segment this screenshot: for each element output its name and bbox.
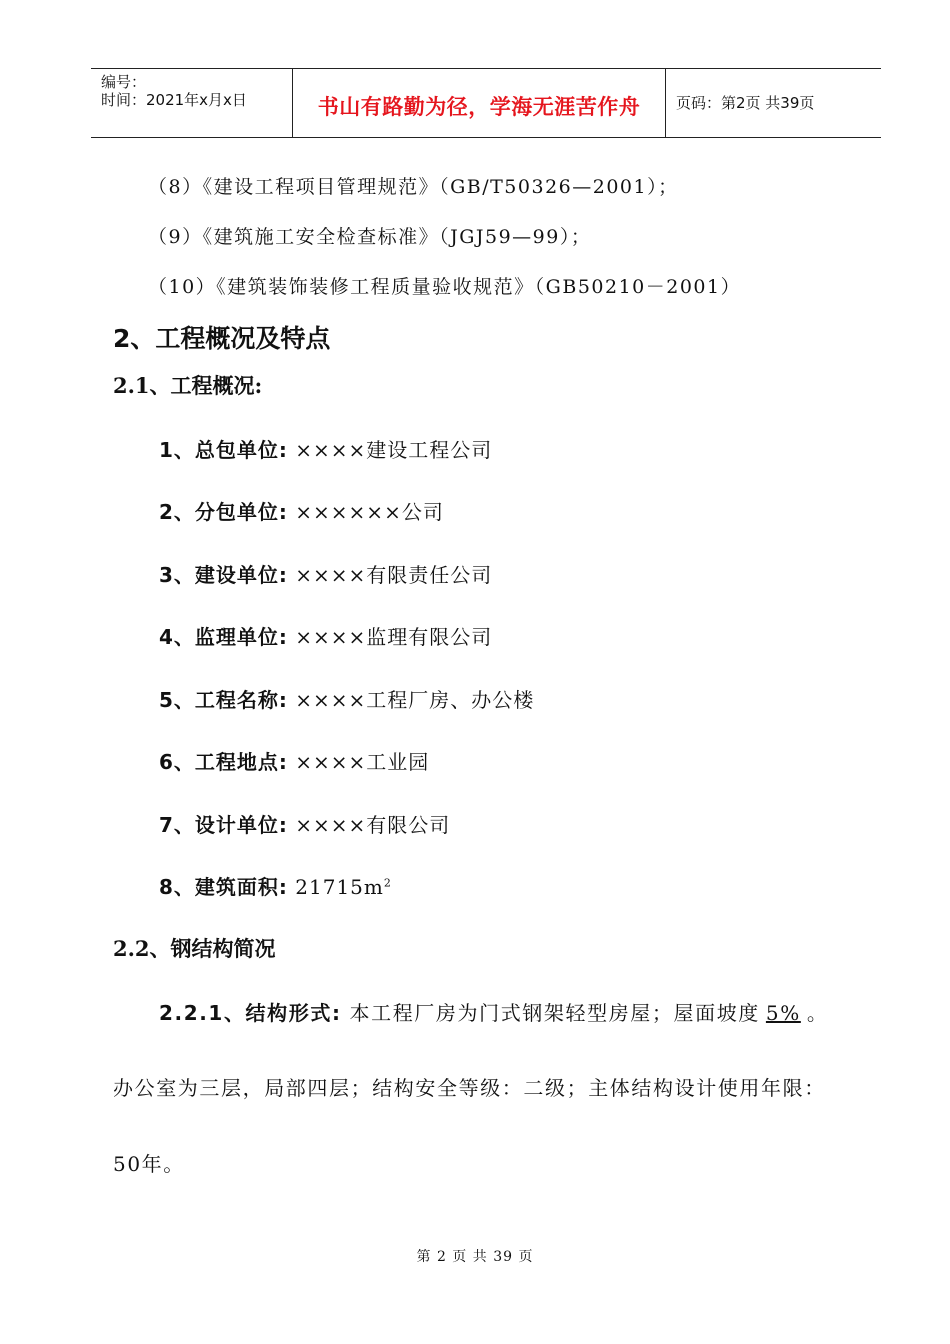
overview-item xyxy=(159,684,534,713)
section-title: 2、工程概况及特点 xyxy=(113,324,331,353)
item-value: ××××监理有限公司 xyxy=(287,625,493,649)
header-meta-cell xyxy=(91,69,292,137)
item-key: 1、总包单位: xyxy=(159,438,288,462)
overview-item xyxy=(159,621,492,650)
subsection-title: 2.2、钢结构简况 xyxy=(113,936,276,961)
header-table xyxy=(91,68,881,138)
paragraph-line: 50年。 xyxy=(113,1152,185,1176)
item-value: ××××有限公司 xyxy=(287,813,451,837)
superscript: 2 xyxy=(383,876,392,890)
item-key: 5、工程名称: xyxy=(159,688,288,712)
header-page-cell xyxy=(666,69,881,137)
item-value: ××××工程厂房、办公楼 xyxy=(287,688,535,712)
slope-value: 5% xyxy=(765,1001,801,1025)
subsection-title: 2.1、工程概况: xyxy=(113,373,263,398)
paragraph-line: 办公室为三层，局部四层；结构安全等级：二级；主体结构设计使用年限： xyxy=(113,1076,826,1100)
item-value: 21715m xyxy=(287,875,384,899)
item-key: 7、设计单位: xyxy=(159,813,288,837)
item-value: ××××有限责任公司 xyxy=(287,563,493,587)
item-value: ××××建设工程公司 xyxy=(287,438,493,462)
time-label: 时间：2021年x月x日 xyxy=(101,91,247,109)
item-key: 3、建设单位: xyxy=(159,563,288,587)
item-value: ××××工业园 xyxy=(287,750,430,774)
reference-item: （9）《建筑施工安全检查标准》（JGJ59—99）； xyxy=(148,226,592,248)
overview-item xyxy=(159,809,450,838)
overview-item xyxy=(159,434,492,463)
overview-item xyxy=(159,496,444,525)
page-footer: 第 2 页 共 39 页 xyxy=(416,1249,534,1265)
item-value: ××××××公司 xyxy=(287,500,444,524)
motto: 书山有路勤为径，学海无涯苦作舟 xyxy=(317,95,641,119)
item-key: 2、分包单位: xyxy=(159,500,288,524)
paragraph-line xyxy=(159,997,828,1026)
reference-item: （10）《建筑装饰装修工程质量验收规范》（GB50210－2001） xyxy=(148,276,742,298)
overview-item xyxy=(159,559,492,588)
overview-item xyxy=(159,871,392,900)
item-key: 4、监理单位: xyxy=(159,625,288,649)
paragraph-key: 2.2.1、结构形式: xyxy=(159,1001,342,1025)
item-key: 6、工程地点: xyxy=(159,750,288,774)
page-info: 页码：第2页 共39页 xyxy=(676,94,815,112)
number-label: 编号： xyxy=(101,73,147,91)
overview-item xyxy=(159,746,429,775)
reference-item: （8）《建设工程项目管理规范》（GB/T50326—2001）； xyxy=(148,176,679,198)
item-key: 8、建筑面积: xyxy=(159,875,288,899)
header-motto-cell xyxy=(292,69,666,137)
paragraph-text: 。 xyxy=(806,1001,829,1025)
paragraph-text: 本工程厂房为门式钢架轻型房屋；屋面坡度 xyxy=(341,1001,760,1025)
